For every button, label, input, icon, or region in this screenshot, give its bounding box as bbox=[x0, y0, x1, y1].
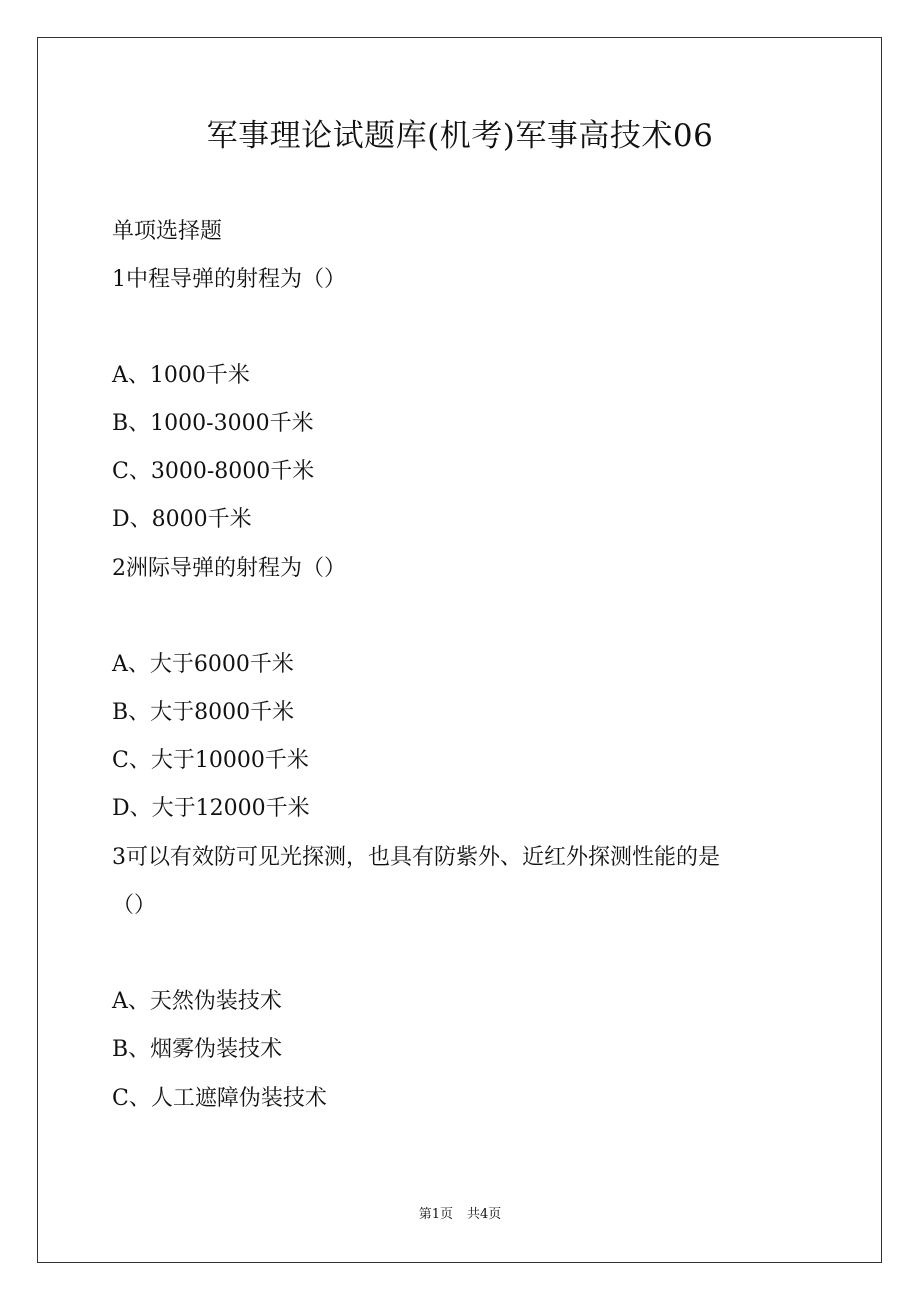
question-3-stem-line-1: 3可以有效防可见光探测，也具有防紫外、近红外探测性能的是 bbox=[112, 845, 720, 870]
question-1-option-c: C、3000-8000千米 bbox=[112, 459, 315, 484]
question-3-option-a: A、天然伪装技术 bbox=[112, 989, 282, 1014]
section-heading: 单项选择题 bbox=[112, 219, 223, 244]
question-1-option-a: A、1000千米 bbox=[112, 363, 250, 388]
document-title: 军事理论试题库(机考)军事高技术06 bbox=[206, 118, 714, 154]
question-2-option-c: C、大于10000千米 bbox=[112, 748, 309, 773]
page-number-total: 共4页 bbox=[467, 1207, 502, 1222]
question-2-option-d: D、大于12000千米 bbox=[112, 796, 310, 821]
question-3-option-c: C、人工遮障伪装技术 bbox=[112, 1086, 327, 1111]
question-2-option-a: A、大于6000千米 bbox=[112, 652, 294, 677]
page-number-current: 第1页 bbox=[418, 1207, 453, 1222]
question-3-stem-line-2: （） bbox=[112, 893, 157, 918]
question-2-stem: 2洲际导弹的射程为（） bbox=[112, 556, 346, 581]
page-footer bbox=[0, 1206, 920, 1224]
question-2-option-b: B、大于8000千米 bbox=[112, 700, 295, 725]
question-1-option-b: B、1000-3000千米 bbox=[112, 411, 314, 436]
question-1-option-d: D、8000千米 bbox=[112, 507, 252, 532]
question-1-stem: 1中程导弹的射程为（） bbox=[112, 267, 346, 292]
question-3-option-b: B、烟雾伪装技术 bbox=[112, 1037, 283, 1062]
